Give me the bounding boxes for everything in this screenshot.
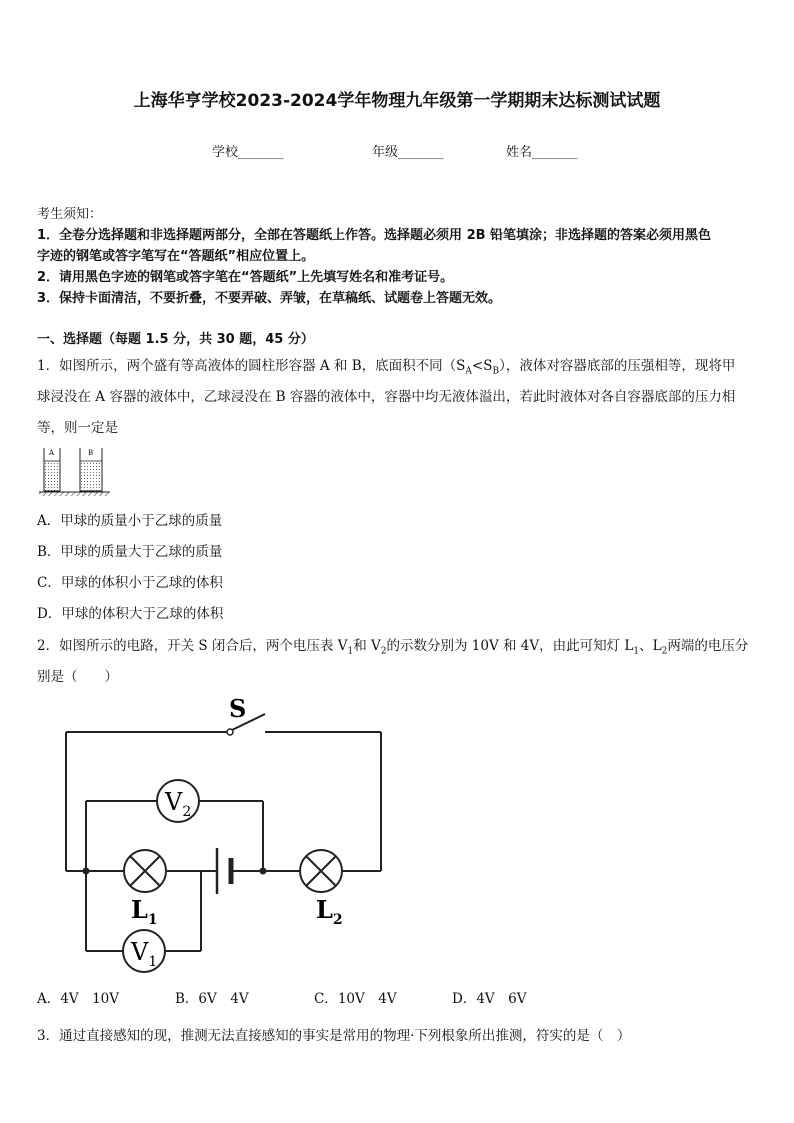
q2-line-2: 别是（ ）	[37, 669, 118, 685]
container-a-liquid	[44, 461, 60, 491]
q2-sub-2: 2	[380, 646, 387, 657]
switch-contact	[227, 729, 233, 735]
q2-option-c[interactable]: C．10V 4V	[314, 991, 397, 1007]
q1-line-3: 等，则一定是	[37, 420, 118, 436]
junction-right	[260, 868, 267, 875]
container-a-label: A	[49, 449, 55, 457]
q2-text-d: 、L	[639, 638, 662, 654]
container-b-label: B	[88, 449, 94, 457]
lamp-l1-icon	[124, 850, 166, 892]
q2-text-c: 的示数分别为 10V 和 4V，由此可知灯 L	[386, 638, 634, 654]
q1-option-b[interactable]: B．甲球的质量大于乙球的质量	[37, 544, 223, 560]
l1-label: $L_1$	[131, 895, 158, 928]
container-b-liquid	[80, 461, 102, 491]
notice-item-1-cont: 字迹的钢笔或答字笔写在“答题纸”相应位置上。	[37, 249, 315, 264]
notice-item-1: 1．全卷分选择题和非选择题两部分，全部在答题纸上作答。选择题必须用 2B 铅笔填涂；非选择题的答案必须用黑色	[37, 228, 712, 243]
q2-option-a[interactable]: A．4V 10V	[37, 991, 120, 1007]
notice-item-3: 3．保持卡面清洁，不要折叠，不要弄破、弄皱，在草稿纸、试题卷上答题无效。	[37, 291, 502, 306]
q2-sub-4: 2	[661, 646, 668, 657]
q1-text-a: 1．如图所示，两个盛有等高液体的圆柱形容器 A 和 B，底面积不同（S	[37, 358, 466, 374]
q1-text-b: ），液体对容器底部的压强相等，现将甲	[499, 358, 736, 374]
lamp-l2-icon	[300, 850, 342, 892]
v1-label: $V_1$	[131, 938, 158, 970]
q1-option-a[interactable]: A．甲球的质量小于乙球的质量	[37, 513, 223, 529]
q1-lt: <S	[471, 358, 493, 374]
q2-option-b[interactable]: B．6V 4V	[175, 991, 249, 1007]
school-field: 学校_______	[212, 145, 284, 160]
grade-field: 年级_______	[372, 145, 444, 160]
q2-text-e: 两端的电压分	[667, 638, 749, 654]
q2-line-1	[37, 634, 748, 657]
q1-sub-b: B	[492, 366, 500, 377]
q1-figure	[38, 444, 114, 500]
switch-label: S	[229, 694, 247, 723]
junction-left	[83, 868, 90, 875]
q1-option-c[interactable]: C．甲球的体积小于乙球的体积	[37, 575, 223, 591]
notice-heading: 考生须知：	[37, 207, 103, 222]
q2-circuit-diagram	[0, 690, 420, 980]
q1-sub-a: A	[465, 366, 472, 377]
name-field: 姓名_______	[506, 145, 578, 160]
q1-line-2: 球浸没在 A 容器的液体中，乙球浸没在 B 容器的液体中，容器中均无液体溢出，若此时液体对各自容器底部的压力相	[37, 389, 736, 405]
q2-text-a: 2．如图所示的电路，开关 S 闭合后，两个电压表 V	[37, 638, 348, 654]
q1-line-1	[37, 354, 735, 377]
q1-option-d[interactable]: D．甲球的体积大于乙球的体积	[37, 606, 224, 622]
ground-hatch	[39, 492, 110, 496]
v2-label: $V_2$	[165, 788, 192, 820]
notice-item-2: 2．请用黑色字迹的钢笔或答字笔在“答题纸”上先填写姓名和准考证号。	[37, 270, 454, 285]
q2-text-b: 和 V	[353, 638, 381, 654]
section-heading: 一、选择题（每题 1.5 分，共 30 题，45 分）	[37, 332, 314, 347]
l2-label: $L_2$	[316, 895, 343, 928]
page-title: 上海华亨学校2023-2024学年物理九年级第一学期期末达标测试试题	[133, 91, 661, 111]
q3-line-1: 3．通过直接感知的现，推测无法直接感知的事实是常用的物理·下列根象所出推测，符实的是（ ）	[37, 1028, 631, 1044]
q2-sub-1: 1	[347, 646, 354, 657]
q2-option-d[interactable]: D．4V 6V	[452, 991, 527, 1007]
q2-sub-3: 1	[633, 646, 640, 657]
